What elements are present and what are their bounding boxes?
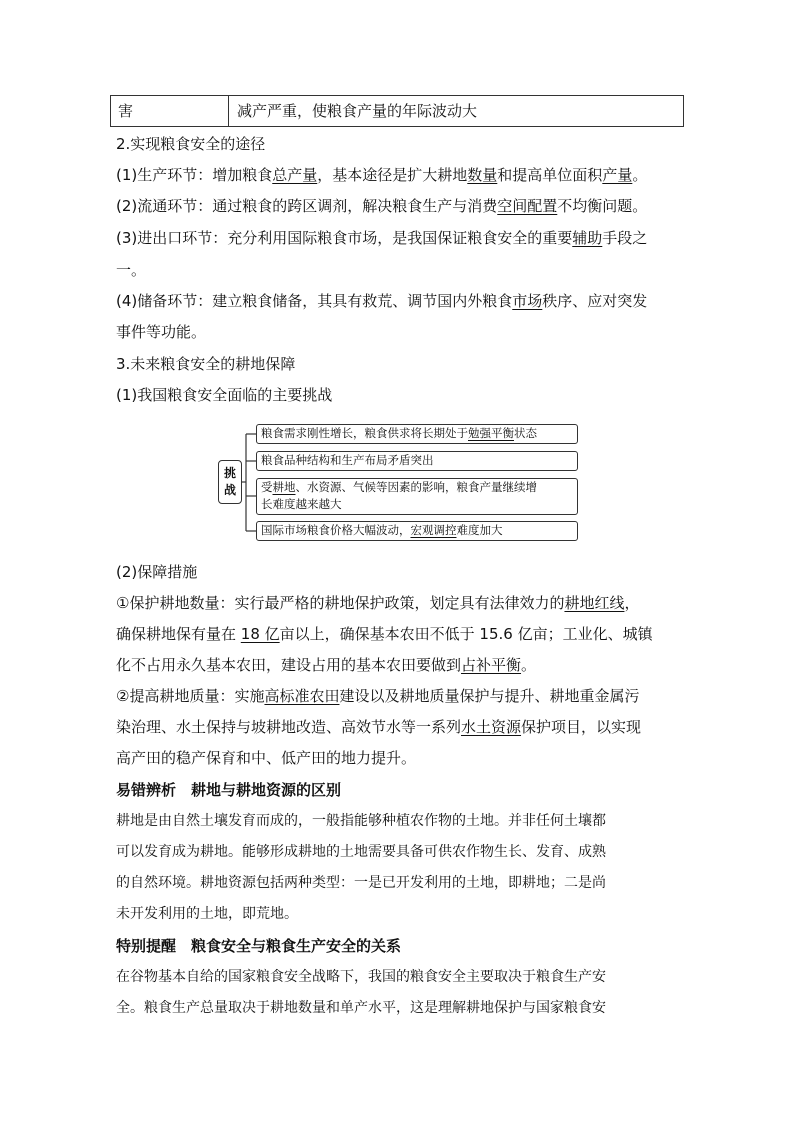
circulation-stage-line: (2)流通环节：通过粮食的跨区调剂，解决粮食生产与消费空间配置不均衡问题。	[116, 197, 648, 215]
challenge-box-demand: 粮食需求刚性增长，粮食供求将长期处于勉强平衡状态	[256, 424, 578, 444]
table-row	[110, 95, 684, 127]
tip-2-heading: 特别提醒 粮食安全与粮食生产安全的关系	[116, 937, 402, 955]
trade-stage-line: (3)进出口环节：充分利用国际粮食市场，是我国保证粮食安全的重要辅助手段之	[116, 229, 648, 247]
challenges-subheading: (1)我国粮食安全面临的主要挑战	[116, 386, 333, 404]
measure-2-line-2: 染治理、水土保持与坡耕地改造、高效节水等一系列水土资源保护项目，以实现	[116, 718, 642, 736]
measure-2-line-3: 高产田的稳产保育和中、低产田的地力提升。	[116, 749, 417, 767]
reserve-stage-line-cont: 事件等功能。	[116, 323, 207, 341]
measure-2-line-1: ②提高耕地质量：实施高标准农田建设以及耕地质量保护与提升、耕地重金属污	[116, 687, 640, 705]
section-2-heading: 2.实现粮食安全的途径	[116, 135, 266, 153]
reserve-stage-line: (4)储备环节：建立粮食储备，其具有救荒、调节国内外粮食市场秩序、应对突发	[116, 292, 648, 310]
tip-1-line-2: 可以发育成为耕地。能够形成耕地的土地需要具备可供农作物生长、发育、成熟	[116, 844, 606, 860]
measures-subheading: (2)保障措施	[116, 563, 198, 581]
tip-1-line-3: 的自然环境。耕地资源包括两种类型：一是已开发利用的土地，即耕地；二是尚	[116, 875, 606, 891]
tip-1-heading: 易错辨析 耕地与耕地资源的区别	[116, 781, 342, 799]
challenge-box-resources: 受耕地、水资源、气候等因素的影响，粮食产量继续增 长难度越来越大	[256, 478, 578, 515]
tip-1-line-1: 耕地是由自然土壤发育而成的，一般指能够种植农作物的土地。并非任何土壤都	[116, 813, 606, 829]
measure-1-line-3: 化不占用永久基本农田，建设占用的基本农田要做到占补平衡。	[116, 656, 537, 674]
section-3-heading: 3.未来粮食安全的耕地保障	[116, 355, 296, 373]
table-cell-content: 减产严重，使粮食产量的年际波动大	[237, 102, 478, 120]
tip-2-line-1: 在谷物基本自给的国家粮食安全战略下，我国的粮食安全主要取决于粮食生产安	[116, 969, 606, 985]
measure-1-line-2: 确保耕地保有量在 18 亿亩以上，确保基本农田不低于 15.6 亿亩；工业化、城镇	[116, 625, 653, 643]
challenge-box-market: 国际市场粮食价格大幅波动，宏观调控难度加大	[256, 521, 578, 541]
diagram-label-challenge: 挑战	[218, 460, 242, 504]
production-stage-line: (1)生产环节：增加粮食总产量，基本途径是扩大耕地数量和提高单位面积产量。	[116, 166, 648, 184]
measure-1-line-1: ①保护耕地数量：实行最严格的耕地保护政策，划定具有法律效力的耕地红线，	[116, 594, 640, 612]
trade-stage-line-cont: 一。	[116, 261, 147, 279]
tip-1-line-4: 未开发利用的土地，即荒地。	[116, 906, 298, 922]
table-cell-label: 害	[111, 96, 229, 126]
challenges-diagram	[218, 423, 580, 545]
challenge-box-structure: 粮食品种结构和生产布局矛盾突出	[256, 451, 578, 471]
tip-2-line-2: 全。粮食生产总量取决于耕地数量和单产水平，这是理解耕地保护与国家粮食安	[116, 1000, 606, 1016]
